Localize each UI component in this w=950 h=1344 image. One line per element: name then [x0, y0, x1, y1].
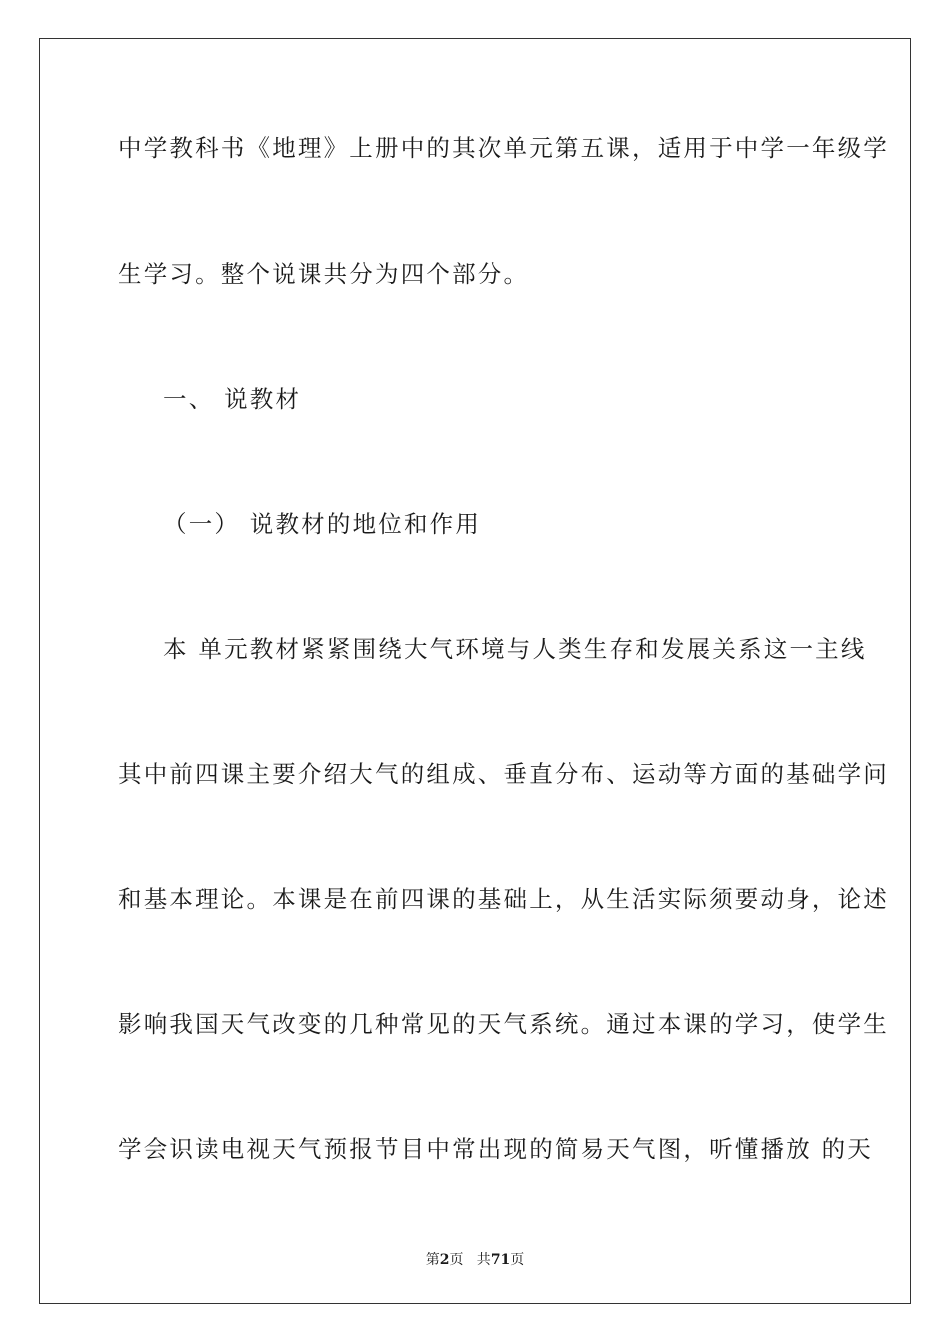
page-footer — [0, 1249, 950, 1269]
footer-page-suffix: 页 共 — [449, 1252, 491, 1268]
body-line-6: 影响我国天气改变的几种常见的天气系统。通过本课的学习，使学生 — [118, 1010, 889, 1038]
body-line-5: 和基本理论。本课是在前四课的基础上，从生活实际须要动身，论述 — [118, 885, 889, 913]
footer-page-number: 2 — [439, 1252, 450, 1268]
body-line-2: 生学习。整个说课共分为四个部分。 — [118, 260, 530, 288]
footer-page-prefix: 第 — [425, 1252, 440, 1268]
footer-total-pages: 71 — [490, 1252, 511, 1268]
subsection-heading: （一） 说教材的地位和作用 — [163, 510, 482, 538]
body-line-3: 本 单元教材紧紧围绕大气环境与人类生存和发展关系这一主线 — [163, 635, 867, 663]
page-border — [39, 38, 911, 1304]
section-heading: 一、 说教材 — [163, 385, 302, 413]
body-line-4: 其中前四课主要介绍大气的组成、垂直分布、运动等方面的基础学问 — [118, 760, 889, 788]
body-line-7: 学会识读电视天气预报节目中常出现的简易天气图，听懂播放 的天 — [118, 1135, 873, 1163]
footer-total-suffix: 页 — [510, 1252, 525, 1268]
body-line-1: 中学教科书《地理》上册中的其次单元第五课，适用于中学一年级学 — [118, 134, 889, 162]
